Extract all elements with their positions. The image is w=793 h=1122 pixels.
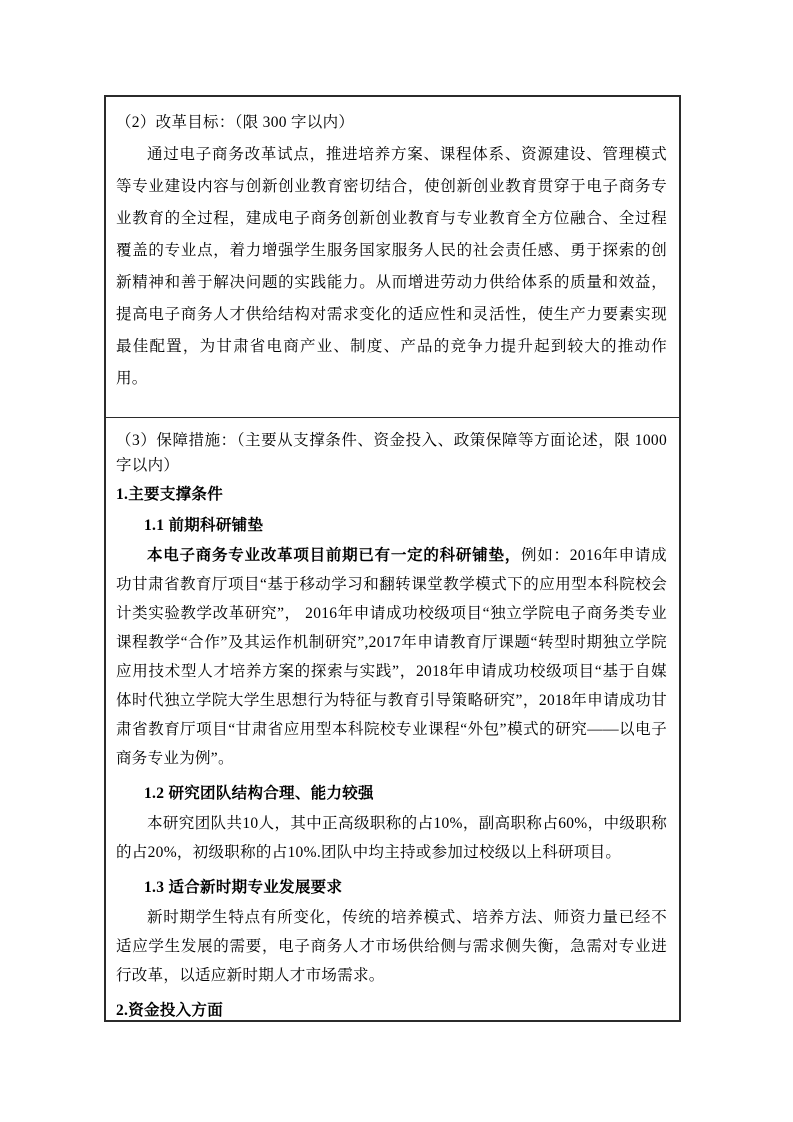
section-1-2-heading: 1.2 研究团队结构合理、能力较强 [144,785,374,802]
section-2-heading: 2.资金投入方面 [116,1002,224,1019]
section-1-1-heading: 1.1 前期科研铺垫 [144,517,264,534]
section-1-heading: 1.主要支撑条件 [116,486,224,503]
safeguards-cell [106,418,679,1018]
section-1-2-paragraph: 本研究团队共10人，其中正高级职称的占10%，副高职称占60%，中级职称的占20%，初级职称的占10%.团队中均主持或参加过校级以上科研项目。 [116,815,667,861]
reform-goal-title: （2）改革目标：（限 300 字以内） [116,114,355,131]
section-1-3-heading: 1.3 适合新时期专业发展要求 [144,879,343,896]
section-1-3-paragraph: 新时期学生特点有所变化，传统的培养模式、培养方法、师资力量已经不适应学生发展的需要，电子商务人才市场供给侧与需求侧失衡，急需对专业进行改革，以适应新时期人才市场需求。 [116,909,667,984]
section-1-1-body-text: 例如：2016年申请成功甘肃省教育厅项目“基于移动学习和翻转课堂教学模式下的应用型本科院校会计类实验教学改革研究”， 2016年申请成功校级项目“独立学院电子商务类专业课程教学“合作”及其运作机制研究”,2017年申请教育厅课题“转型时期独立学院应用技术型人才培养方案的探索与实践”，2018年申请成功校级项目“基于自媒体时代独立学院大学生思想行为特征与教育引导策略研究”，2018年申请成功甘肃省教育厅项目“甘肃省应用型本科院校专业课程“外包”模式的研究——以电子商务专业为例”。 [116,547,667,767]
section-1-1-paragraph [116,541,667,773]
reform-goal-paragraph: 通过电子商务改革试点，推进培养方案、课程体系、资源建设、管理模式等专业建设内容与创新创业教育密切结合，使创新创业教育贯穿于电子商务专业教育的全过程，建成电子商务创新创业教育与专业教育全方位融合、全过程覆盖的专业点，着力增强学生服务国家服务人民的社会责任感、勇于探索的创新精神和善于解决问题的实践能力。从而增进劳动力供给体系的质量和效益，提高电子商务人才供给结构对需求变化的适应性和灵活性，使生产力要素实现最佳配置，为甘肃省电商产业、制度、产品的竞争力提升起到较大的推动作用。 [116,146,667,387]
section-1-1-bold-lead: 本电子商务专业改革项目前期已有一定的科研铺垫， [147,547,521,564]
reform-goal-cell [106,97,679,418]
application-form-table [104,95,681,1022]
safeguards-title: （3）保障措施：（主要从支撑条件、资金投入、政策保障等方面论述，限 1000 字以内） [116,432,667,474]
